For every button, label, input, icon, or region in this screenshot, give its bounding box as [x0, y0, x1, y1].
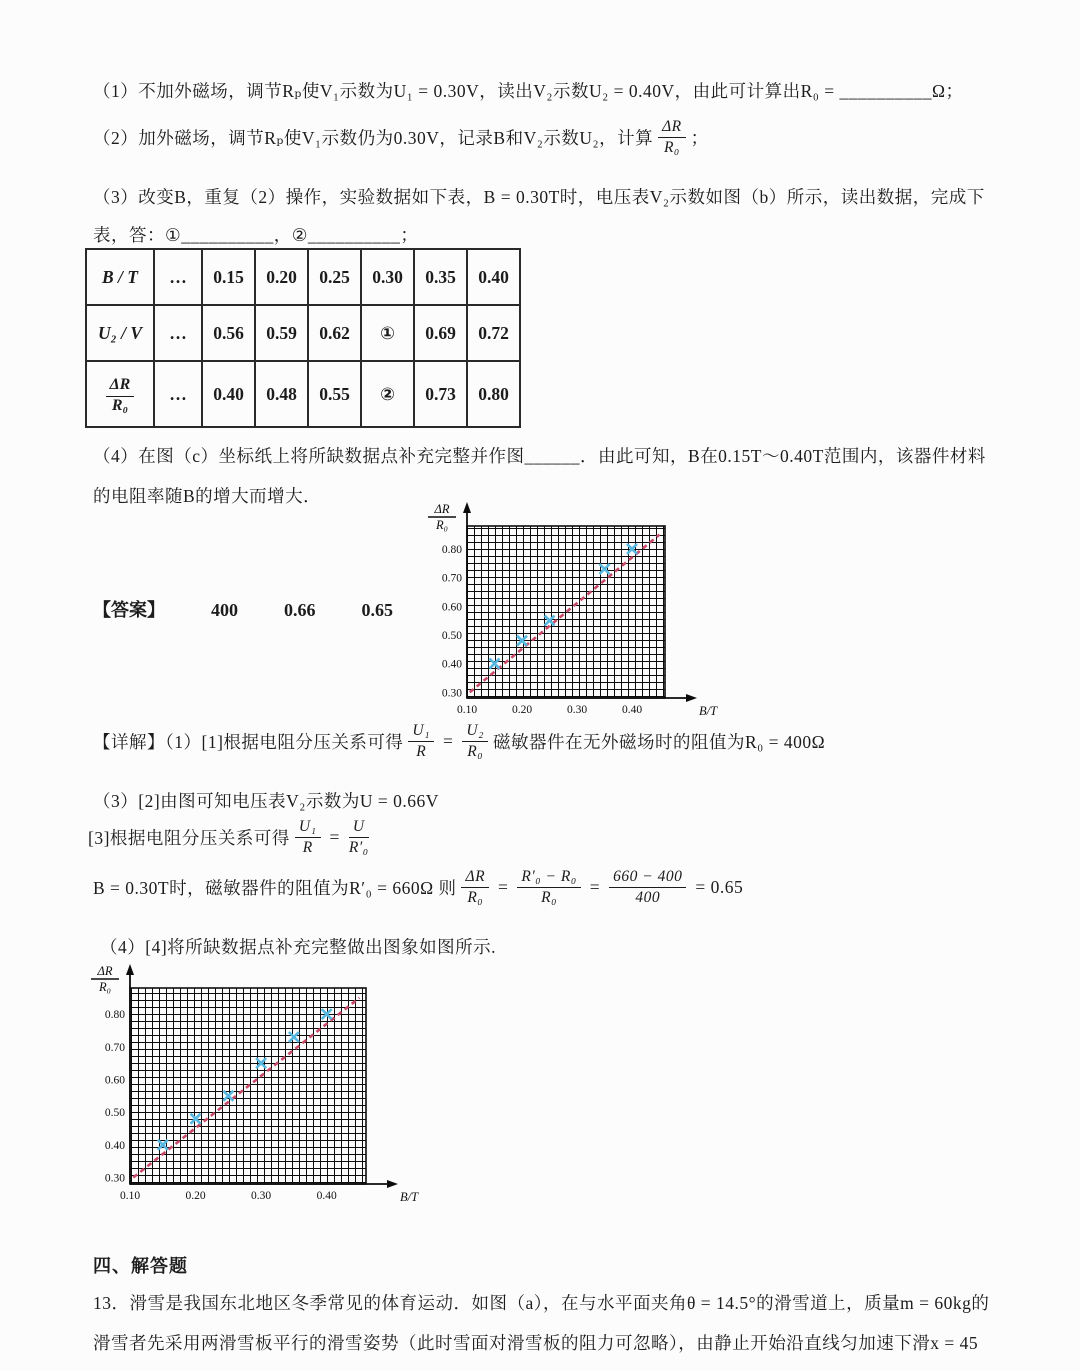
- table-cell: 0.48: [255, 361, 308, 427]
- fraction-660-400: $\frac{660 - 400}{400}$: [609, 868, 686, 907]
- answer-value-1: 400: [211, 600, 238, 620]
- fraction-r0prime-minus-r0: $\frac{\text{R′₀ − R₀}}{\text{R₀}}$: [517, 868, 580, 907]
- fraction-u1-r: $\frac{\text{U₁}}{R}$: [295, 818, 321, 857]
- section4-heading: 四、解答题: [93, 1256, 188, 1276]
- table-cell: 0.25: [308, 249, 361, 305]
- svg-text:ΔR: ΔR: [434, 502, 450, 516]
- table-cell: 0.62: [308, 305, 361, 361]
- experiment-data-table: [85, 248, 521, 428]
- answer-label: 【答案】: [93, 600, 165, 620]
- svg-text:R₀: R₀: [99, 980, 111, 994]
- table-cell: 0.80: [467, 361, 520, 427]
- detail4-pre: B = 0.30T时，磁敏器件的阻值为R′₀ = 660Ω 则: [93, 877, 457, 898]
- answer-grid-svg: [82, 958, 422, 1206]
- table-cell: ①: [361, 305, 414, 361]
- svg-text:0.30: 0.30: [441, 687, 462, 700]
- fraction-u1-r: $\frac{\text{U₁}}{R}$: [408, 722, 434, 761]
- table-cell: 0.56: [202, 305, 255, 361]
- svg-text:0.10: 0.10: [456, 704, 478, 715]
- equals-sign: =: [498, 876, 509, 897]
- svg-text:ΔR: ΔR: [97, 964, 113, 978]
- svg-text:0.10: 0.10: [119, 1190, 141, 1202]
- row-label-ratio: $\frac{\Delta R}{\text{R₀}}$: [86, 361, 154, 427]
- svg-text:0.20: 0.20: [185, 1190, 206, 1202]
- detail-line-5: （4）[4]将所缺数据点补充完整做出图象如图所示.: [100, 937, 497, 957]
- answer-row: [93, 596, 393, 622]
- table-cell: 0.69: [414, 305, 467, 361]
- table-cell: 0.72: [467, 305, 520, 361]
- table-cell: …: [154, 361, 202, 427]
- step2-text: （2）加外磁场，调节Rₚ使V₁示数仍为0.30V，记录B和V₂示数U₂，计算: [93, 127, 654, 148]
- detail-line-3: [88, 818, 374, 857]
- table-row-b: [86, 249, 520, 305]
- equals-sign: =: [443, 730, 454, 751]
- figure-c-grid-svg: [425, 500, 725, 715]
- svg-text:0.40: 0.40: [316, 1190, 337, 1202]
- svg-text:0.60: 0.60: [441, 601, 462, 614]
- paragraph-step3: （3）改变B，重复（2）操作，实验数据如下表，B = 0.30T时，电压表V₂示数如图（b）所示，读出数据，完成下表，答：①__________，②__________；: [93, 187, 985, 245]
- question13-line2: 滑雪者先采用两滑雪板平行的滑雪姿势（此时雪面对滑雪板的阻力可忽略），由静止开始沿直线匀加速下滑x = 45: [93, 1333, 979, 1353]
- svg-text:0.30: 0.30: [251, 1190, 272, 1202]
- figure-c-chart: [425, 500, 725, 720]
- detail-line-4: [93, 868, 747, 907]
- table-cell: 0.30: [361, 249, 414, 305]
- svg-text:0.70: 0.70: [104, 1041, 125, 1054]
- table-cell: 0.59: [255, 305, 308, 361]
- fraction-u2-r0: $\frac{\text{U₂}}{\text{R₀}}$: [462, 722, 488, 761]
- step2-punct: ；: [690, 127, 709, 148]
- table-cell: 0.73: [414, 361, 467, 427]
- svg-text:0.80: 0.80: [104, 1009, 125, 1022]
- svg-text:B/T: B/T: [400, 1190, 419, 1204]
- answer-value-2: 0.66: [284, 600, 316, 620]
- table-cell: ②: [361, 361, 414, 427]
- delta-r-fraction: $\frac{\Delta R}{\text{R₀}}$: [658, 118, 686, 157]
- detail3-pre: [3]根据电阻分压关系可得: [88, 827, 290, 848]
- table-cell: 0.35: [414, 249, 467, 305]
- table-cell: …: [154, 305, 202, 361]
- table-cell: …: [154, 249, 202, 305]
- answer-value-3: 0.65: [361, 600, 393, 620]
- detail1-post: 磁敏器件在无外磁场时的阻值为R₀ = 400Ω: [492, 731, 826, 752]
- svg-text:0.70: 0.70: [441, 572, 462, 585]
- detail1-pre: 【详解】（1）[1]根据电阻分压关系可得: [93, 731, 404, 752]
- svg-text:0.40: 0.40: [621, 704, 643, 715]
- table-cell: 0.40: [467, 249, 520, 305]
- equals-sign: =: [329, 826, 340, 847]
- table-cell: 0.15: [202, 249, 255, 305]
- table-cell: 0.40: [202, 361, 255, 427]
- answer-chart: [82, 958, 422, 1211]
- svg-text:B/T: B/T: [699, 704, 718, 715]
- detail-line-2: （3）[2]由图可知电压表V₂示数为U = 0.66V: [93, 791, 439, 811]
- svg-text:R₀: R₀: [436, 518, 448, 532]
- table-row-ratio: [86, 361, 520, 427]
- paragraph-step4: （4）在图（c）坐标纸上将所缺数据点补充完整并作图______．由此可知，B在0.15T～0.40T范围内，该器件材料的电阻率随B的增大而增大．: [93, 446, 986, 506]
- svg-text:0.30: 0.30: [104, 1172, 125, 1185]
- detail-line-1: [93, 722, 825, 761]
- question13-line1: 13．滑雪是我国东北地区冬季常见的体育运动．如图（a），在与水平面夹角θ = 14.5°的滑雪道上，质量m = 60kg的: [93, 1293, 990, 1313]
- table-row-u2: [86, 305, 520, 361]
- svg-text:0.50: 0.50: [441, 629, 462, 642]
- svg-text:0.30: 0.30: [566, 704, 588, 715]
- result-value: = 0.65: [695, 876, 744, 897]
- svg-text:0.40: 0.40: [104, 1139, 125, 1152]
- svg-text:0.80: 0.80: [441, 543, 462, 556]
- fraction-u-r0prime: $\frac{U}{\text{R′₀}}$: [348, 818, 369, 856]
- table-cell: 0.20: [255, 249, 308, 305]
- equals-sign: =: [589, 876, 601, 897]
- fraction-deltaR-r0: $\frac{\Delta R}{\text{R₀}}$: [461, 868, 489, 907]
- paragraph-step2: [93, 118, 709, 157]
- table-cell: 0.55: [308, 361, 361, 427]
- row-label-u2: U₂ / V: [86, 305, 154, 361]
- svg-text:0.20: 0.20: [511, 704, 533, 715]
- paragraph-step1: （1）不加外磁场，调节Rₚ使V₁示数为U₁ = 0.30V，读出V₂示数U₂ = 0.40V，由此可计算出R₀ = __________Ω；: [93, 81, 964, 101]
- row-label-b: B / T: [86, 249, 154, 305]
- svg-text:0.60: 0.60: [104, 1074, 125, 1087]
- svg-text:0.40: 0.40: [441, 658, 462, 671]
- svg-text:0.50: 0.50: [104, 1107, 125, 1120]
